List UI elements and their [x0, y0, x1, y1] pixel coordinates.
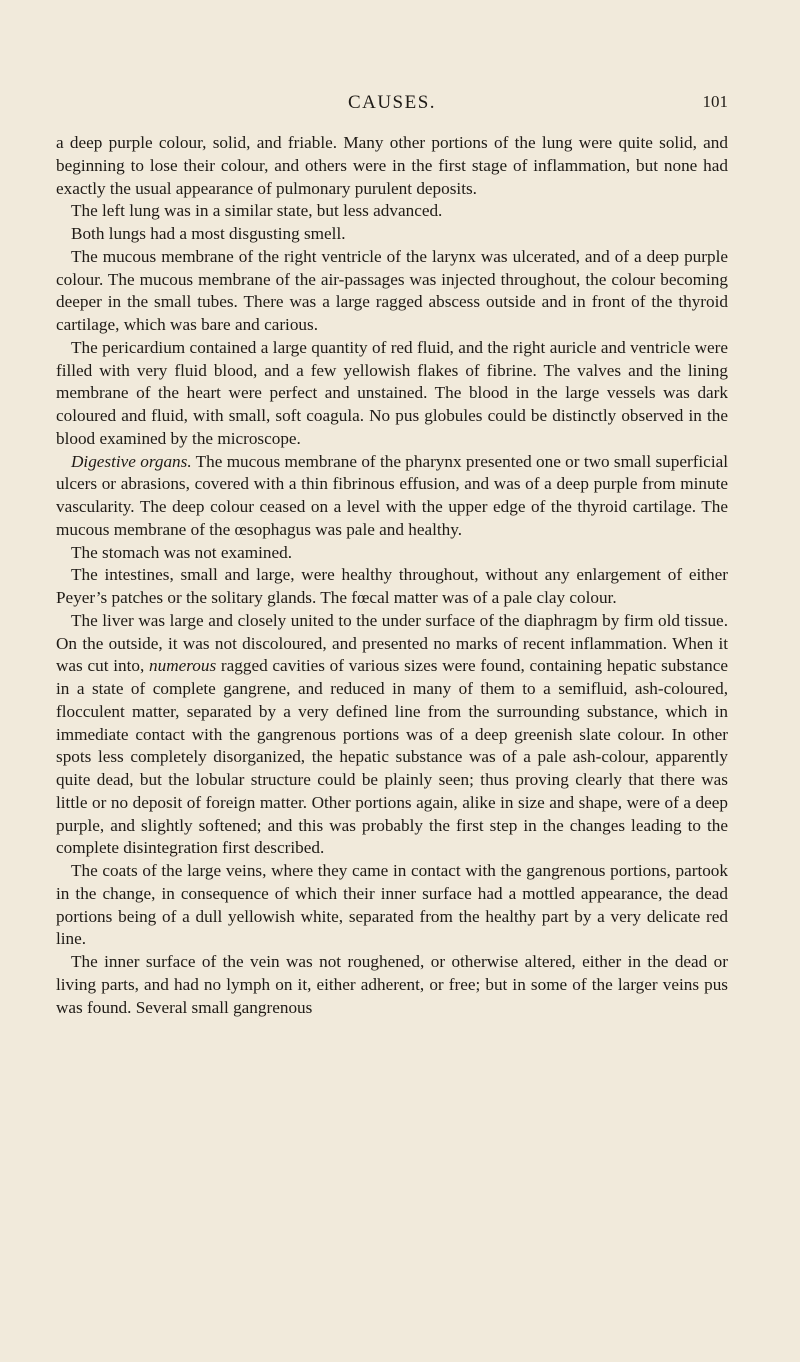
paragraph-intestines: The intestines, small and large, were healthy throughout, without any enlargement of either Peyer’s patches or the solitary glands. The fœcal matter was of a pale clay colour.: [56, 565, 728, 607]
paragraph-large-veins: The coats of the large veins, where they came in contact with the gangrenous portions, partook in the change, in consequence of which their inner surface had a mottled appearance, the dead portions being of a dull yellowish white, separated from the healthy part by a very delicate red line.: [56, 861, 728, 949]
paragraph-liver-text-end: ragged cavities of various sizes were found, containing hepatic substance in a state of complete gangrene, and reduced in many of them to a semifluid, ash-coloured, flocculent matter, separated by a very defined line from the surrounding substance, which in immediate contact with the gangrenous portions was of a deep greenish slate colour. In other spots less completely disorganized, the hepatic substance was of a pale ash-colour, apparently quite dead, but the lobular structure could be plainly seen; thus proving clearly that there was little or no deposit of foreign matter. Other portions again, alike in size and shape, were of a deep purple, and slightly softened; and this was probably the first step in the changes leading to the complete disintegration first described.: [56, 656, 729, 858]
paragraph-liver-text-start: The liver was large and closely united to the under surface of the diaphragm by firm old tissue. On the outside, it was not discoloured, and presented no marks of recent inflammation. When it was cut into,: [56, 610, 728, 676]
page-number: 101: [702, 92, 728, 111]
paragraph-vein-inner-surface: The inner surface of the vein was not roughened, or otherwise altered, either in the dead or living parts, and had no lymph on it, either adherent, or free; but in some of the larger veins pus was found. Several small gangrenous: [56, 952, 728, 1017]
paragraph-left-lung: The left lung was in a similar state, but less advanced.: [71, 201, 443, 221]
page-header: [56, 92, 728, 118]
paragraph-digestive-organs: [56, 451, 728, 542]
running-head: CAUSES.: [347, 92, 437, 113]
body-text: [56, 132, 728, 1019]
paragraph-lung-smell: Both lungs had a most disgusting smell.: [71, 224, 346, 243]
paragraph-lung-description: a deep purple colour, solid, and friable. Many other portions of the lung were quite solid, and beginning to lose their colour, and others were in the first stage of inflammation, but none had exactly the usual appearance of pulmonary purulent deposits.: [56, 133, 728, 198]
paragraph-pericardium: The pericardium contained a large quantity of red fluid, and the right auricle and ventricle were filled with very fluid blood, and a few yellowish flakes of fibrine. The valves and the lining membrane of the heart were perfect and unstained. The blood in the large vessels was dark coloured and fluid, with small, soft coagula. No pus globules could be distinctly observed in the blood examined by the microscope.: [56, 337, 728, 448]
paragraph-digestive-organs-text: The mucous membrane of the pharynx presented one or two small superficial ulcers or abrasions, covered with a thin fibrinous effusion, and was of a deep purple from minute vascularity. The deep colour ceased on a level with the upper edge of the thyroid cartilage. The mucous membrane of the œsophagus was pale and healthy.: [56, 451, 728, 539]
italic-word-numerous: numerous: [149, 656, 217, 676]
paragraph-stomach: The stomach was not examined.: [71, 542, 292, 562]
italic-heading-digestive-organs: Digestive organs.: [71, 451, 192, 471]
paragraph-larynx: The mucous membrane of the right ventricle of the larynx was ulcerated, and of a deep purple colour. The mucous membrane of the air-passages was injected throughout, the colour becoming deeper in the small tubes. There was a large ragged abscess outside and in front of the thyroid cartilage, which was bare and carious.: [56, 246, 728, 334]
paragraph-liver: [56, 610, 728, 860]
